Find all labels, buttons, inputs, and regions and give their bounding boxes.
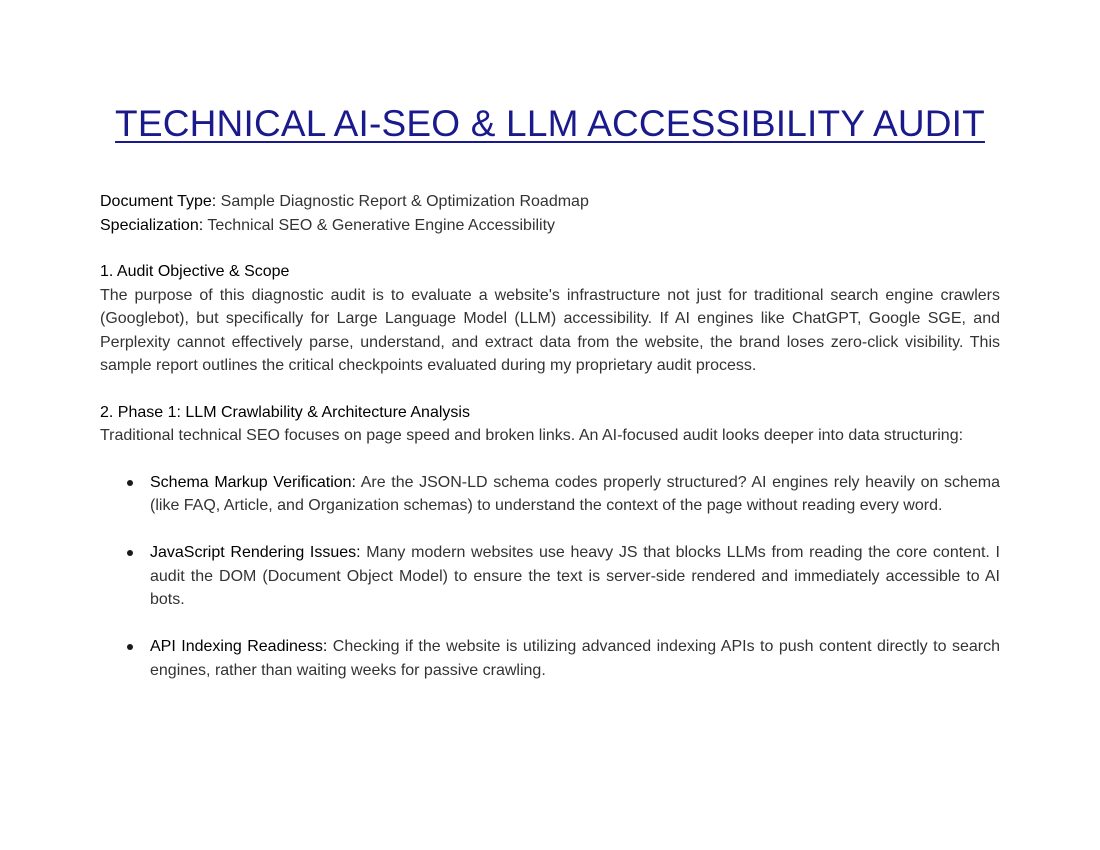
meta-document-type-label: Document Type:: [100, 193, 217, 210]
bullet-term: JavaScript Rendering Issues:: [150, 544, 361, 561]
meta-specialization: [100, 214, 1000, 238]
bullet-dot-icon: [127, 550, 133, 556]
bullet-item-schema-markup: [100, 471, 1000, 518]
section-2-intro: Traditional technical SEO focuses on page speed and broken links. An AI-focused audit looks deeper into data structuring:: [100, 427, 964, 444]
document-title: TECHNICAL AI-SEO & LLM ACCESSIBILITY AUDIT: [115, 103, 985, 144]
meta-specialization-label: Specialization:: [100, 216, 204, 234]
bullet-dot-icon: [127, 644, 133, 650]
bullet-dot-icon: [127, 480, 133, 486]
meta-document-type-value: Sample Diagnostic Report & Optimization Roadmap: [220, 193, 589, 210]
bullet-item-javascript-rendering: [100, 541, 1000, 612]
bullet-text: Checking if the website is utilizing advanced indexing APIs to push content directly to search engines, rather than waiting weeks for passive crawling.: [150, 638, 1001, 679]
section-1-heading: 1. Audit Objective & Scope: [100, 263, 290, 280]
section-2-bullet-list: [100, 471, 1000, 683]
section-2-heading: 2. Phase 1: LLM Crawlability & Architecture Analysis: [100, 403, 470, 421]
meta-specialization-value: Technical SEO & Generative Engine Accessibility: [207, 216, 556, 234]
bullet-term: Schema Markup Verification:: [150, 473, 356, 491]
meta-document-type: [100, 190, 1000, 214]
section-1-body: The purpose of this diagnostic audit is to evaluate a website's infrastructure not just for traditional search engine crawlers (Googlebot), but specifically for Large Language Model (LLM) accessibility. If AI engines like ChatGPT, Google SGE, and Perplexity cannot effectively parse, understand, and extract data from the website, the brand loses zero-click visibility. This sample report outlines the critical checkpoints evaluated during my proprietary audit process.: [100, 286, 1000, 374]
bullet-item-api-indexing: [100, 635, 1000, 682]
bullet-text: Are the JSON-LD schema codes properly structured? AI engines rely heavily on schema (like FAQ, Article, and Organization schemas) to understand the context of the page without reading every word.: [150, 473, 1001, 514]
bullet-term: API Indexing Readiness:: [150, 638, 328, 655]
bullet-text: Many modern websites use heavy JS that blocks LLMs from reading the core content. I audit the DOM (Document Object Model) to ensure the text is server-side rendered and immediately accessible to AI bots.: [150, 544, 1000, 608]
